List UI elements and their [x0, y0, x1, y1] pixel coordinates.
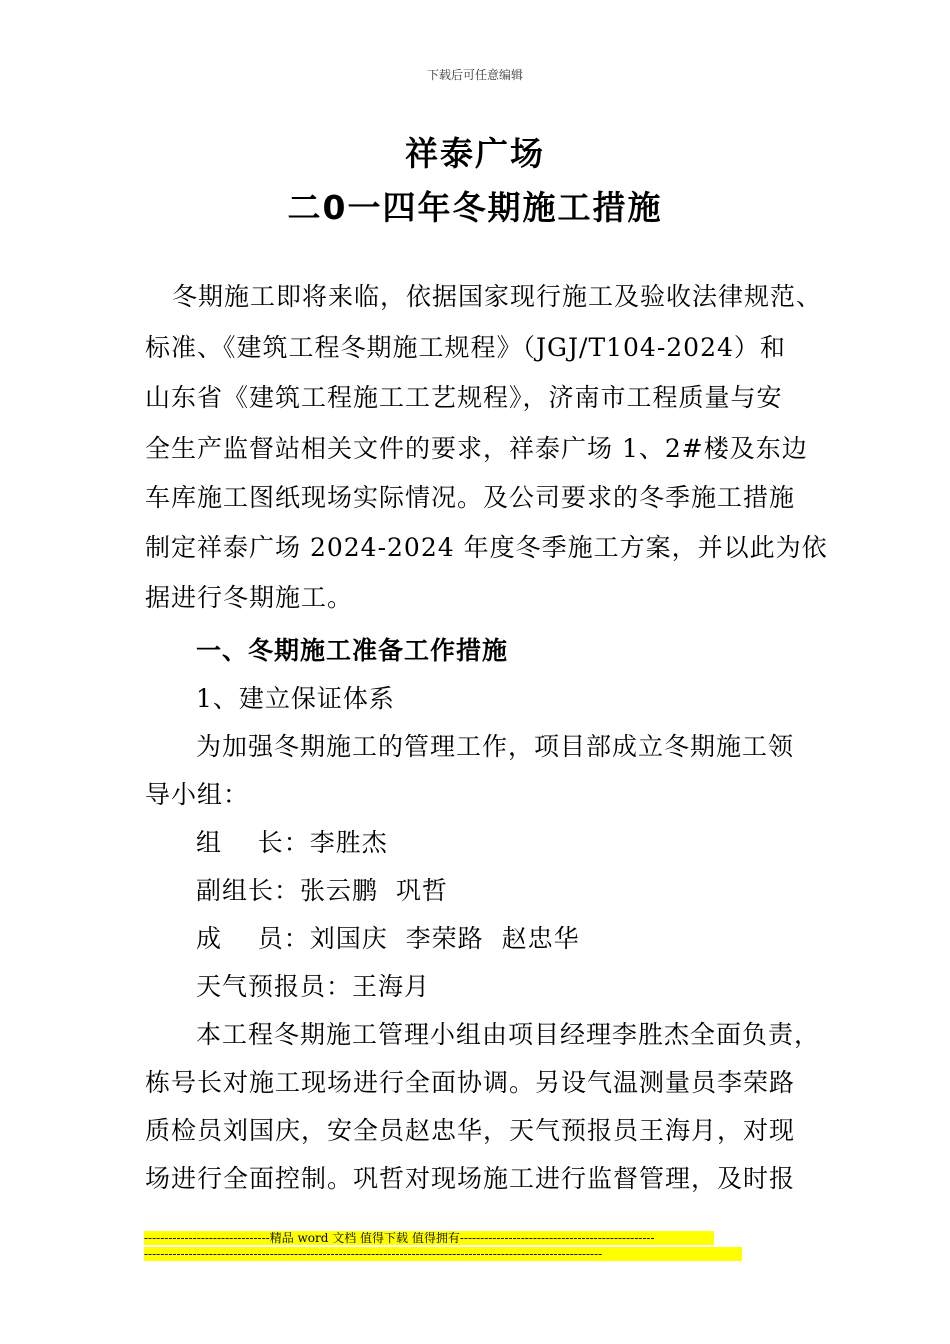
- intro-line: 冬期施工即将来临，依据国家现行施工及验收法律规范、: [172, 282, 823, 311]
- intro-line: 制定祥泰广场 2024-2024 年度冬季施工方案，并以此为依: [145, 533, 828, 562]
- paragraph-line: 场进行全面控制。巩哲对现场施工进行监督管理，及时报: [145, 1164, 796, 1193]
- paragraph-line: 导小组：: [145, 780, 250, 809]
- footer-divider: -----------------------------------------------------------------------------------------------------------------: [144, 1247, 742, 1261]
- section-heading: 一、冬期施工准备工作措施: [196, 636, 509, 665]
- intro-line: 山东省《建筑工程施工工艺规程》，济南市工程质量与安: [145, 383, 783, 412]
- footer-watermark: -------------------------------精品 word 文档 值得下载 值得拥有------------------------------------------------: [144, 1231, 714, 1245]
- paragraph-line: 质检员刘国庆，安全员赵忠华，天气预报员王海月，对现: [145, 1116, 796, 1145]
- paragraph-line: 本工程冬期施工管理小组由项目经理李胜杰全面负责，: [196, 1020, 821, 1049]
- intro-line: 车库施工图纸现场实际情况。及公司要求的冬季施工措施: [145, 483, 796, 512]
- member-forecaster: 天气预报员：王海月: [196, 972, 431, 1001]
- member-deputy: 副组长：张云鹏 巩哲: [196, 876, 448, 905]
- intro-line: 全生产监督站相关文件的要求，祥泰广场 1、2#楼及东边: [145, 434, 808, 463]
- intro-line: 据进行冬期施工。: [145, 583, 354, 612]
- document-subtitle: 二0一四年冬期施工措施: [287, 188, 663, 227]
- paragraph-line: 栋号长对施工现场进行全面协调。另设气温测量员李荣路: [145, 1068, 796, 1097]
- paragraph-line: 为加强冬期施工的管理工作，项目部成立冬期施工领: [196, 732, 795, 761]
- header-note: 下载后可任意编辑: [426, 68, 523, 82]
- intro-line: 标准、《建筑工程冬期施工规程》（JGJ/T104-2024）和: [145, 333, 786, 362]
- member-staff: 成 员：刘国庆 李荣路 赵忠华: [196, 924, 580, 953]
- subsection-heading: 1、建立保证体系: [196, 684, 395, 713]
- member-leader: 组 长：李胜杰: [196, 828, 388, 857]
- document-title: 祥泰广场: [405, 134, 545, 173]
